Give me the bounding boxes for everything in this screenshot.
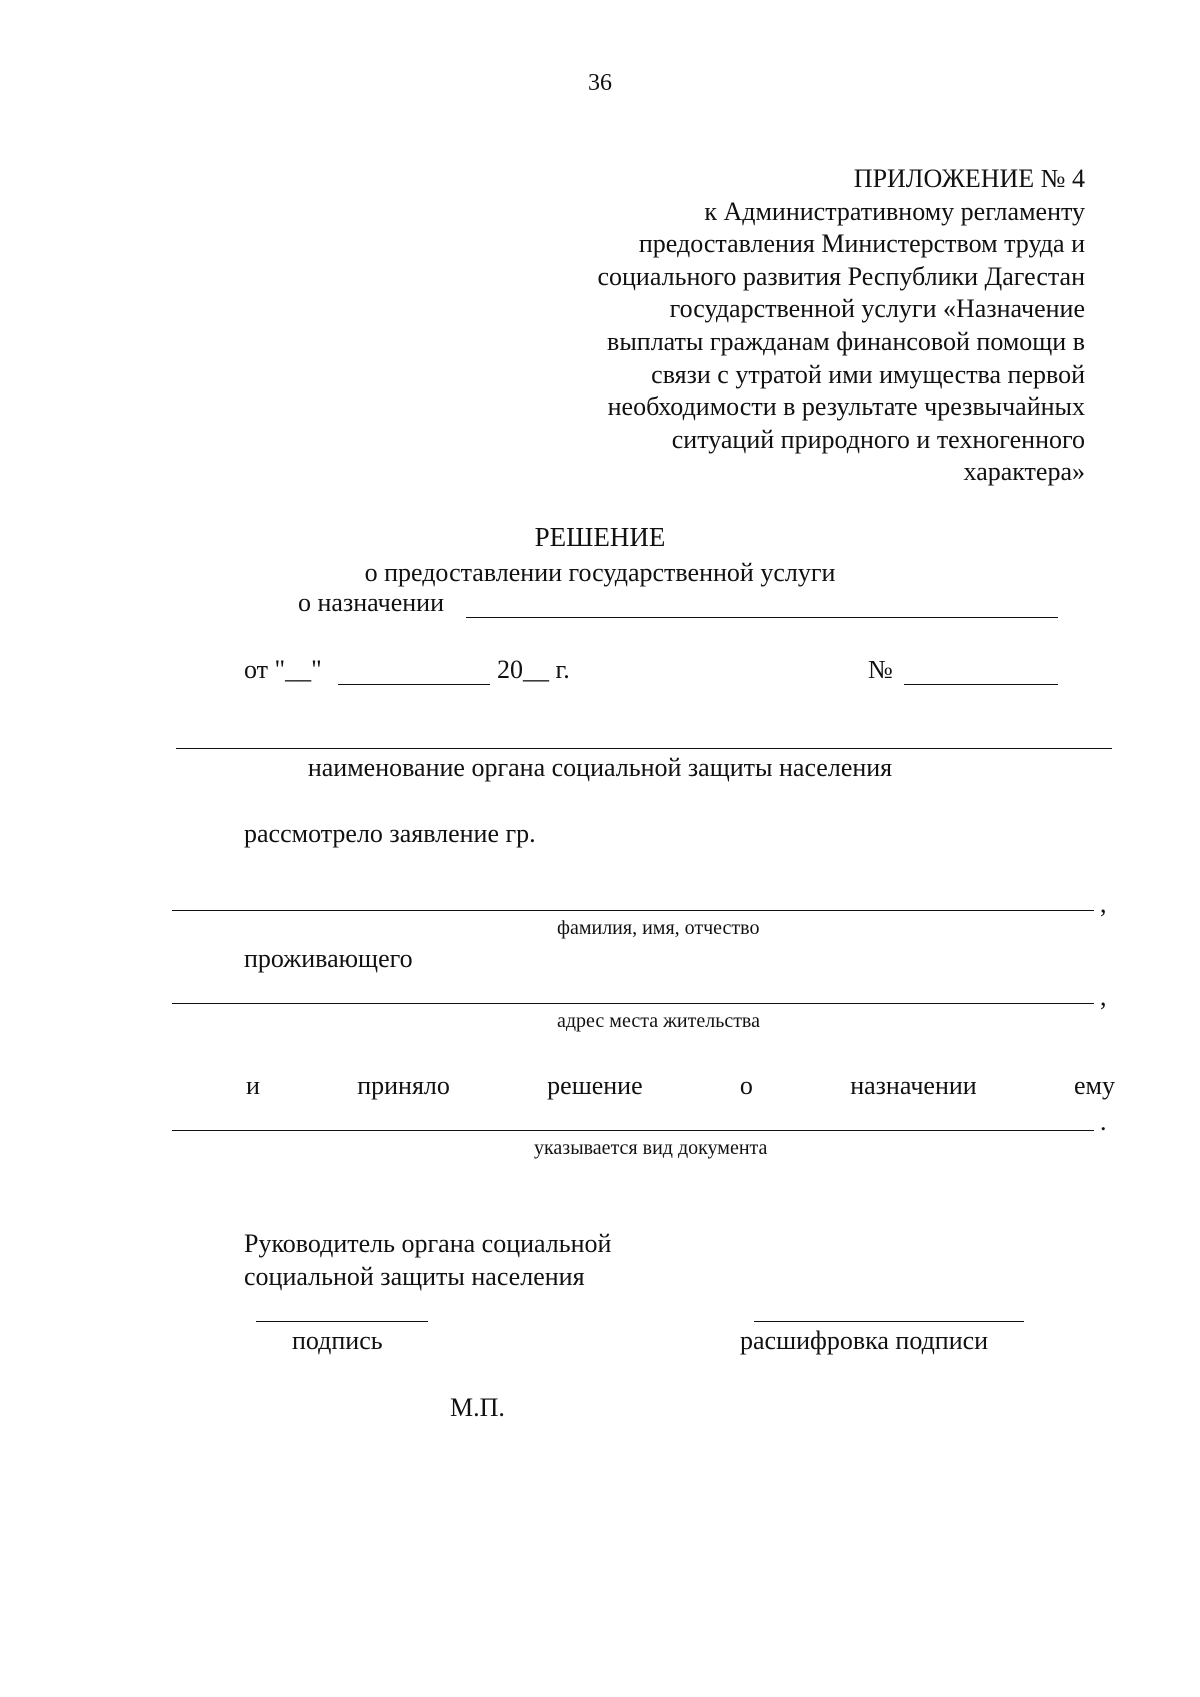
- head-title-line2: социальной защиты населения: [244, 1262, 585, 1291]
- residing-label: проживающего: [244, 944, 413, 973]
- appointment-fill-line[interactable]: [466, 617, 1058, 618]
- decision-word: решение: [547, 1071, 643, 1100]
- date-year-label: 20__ г.: [497, 655, 570, 684]
- annex-line: выплаты гражданам финансовой помощи в: [607, 326, 1085, 356]
- signature-decipher-caption: расшифровка подписи: [740, 1326, 989, 1355]
- seal-label: М.П.: [450, 1393, 505, 1422]
- signature-decipher-fill-line[interactable]: [754, 1321, 1024, 1322]
- annex-header: [597, 163, 1085, 489]
- organ-fill-line[interactable]: [176, 748, 1112, 749]
- document-type-caption: указывается вид документа: [534, 1137, 768, 1159]
- decision-word: и: [246, 1071, 260, 1100]
- address-caption: адрес места жительства: [557, 1010, 760, 1032]
- document-type-fill-line[interactable]: [172, 1130, 1094, 1131]
- annex-line: государственной услуги «Назначение: [669, 294, 1085, 324]
- annex-line: предоставления Министерством труда и: [638, 229, 1085, 259]
- decision-word: ему: [1073, 1071, 1115, 1100]
- annex-line: характера»: [963, 457, 1085, 487]
- appointment-label: о назначении: [298, 588, 444, 617]
- organ-caption: наименование органа социальной защиты населения: [307, 753, 893, 782]
- reviewed-text: рассмотрело заявление гр.: [244, 819, 536, 848]
- address-fill-line[interactable]: [172, 1003, 1094, 1004]
- signature-fill-line[interactable]: [256, 1321, 428, 1322]
- name-fill-line[interactable]: [172, 910, 1094, 911]
- annex-line: к Административному регламенту: [704, 196, 1085, 226]
- annex-line: связи с утратой ими имущества первой: [651, 359, 1085, 389]
- annex-line: ситуаций природного и техногенного: [671, 424, 1085, 454]
- date-month-fill-line[interactable]: [338, 684, 490, 685]
- annex-line: социального развития Республики Дагестан: [597, 261, 1085, 291]
- annex-line: необходимости в результате чрезвычайных: [607, 392, 1085, 422]
- decision-word: приняло: [357, 1071, 450, 1100]
- name-caption: фамилия, имя, отчество: [557, 917, 760, 939]
- annex-title: ПРИЛОЖЕНИЕ № 4: [853, 164, 1085, 193]
- decision-sentence: [246, 1070, 1115, 1102]
- date-from-label: от "__": [244, 655, 322, 684]
- comma-mark: ,: [1100, 982, 1107, 1011]
- decision-title: РЕШЕНИЕ: [534, 522, 666, 552]
- decision-word: назначении: [850, 1071, 977, 1100]
- decision-word: о: [739, 1071, 753, 1100]
- number-label: №: [868, 655, 893, 684]
- signature-caption: подпись: [292, 1326, 383, 1355]
- comma-mark: ,: [1100, 889, 1107, 918]
- head-title-line1: Руководитель органа социальной: [244, 1229, 612, 1258]
- page-number: 36: [588, 70, 612, 96]
- decision-subtitle: о предоставлении государственной услуги: [364, 558, 836, 587]
- period-mark: .: [1100, 1107, 1107, 1136]
- number-fill-line[interactable]: [904, 684, 1058, 685]
